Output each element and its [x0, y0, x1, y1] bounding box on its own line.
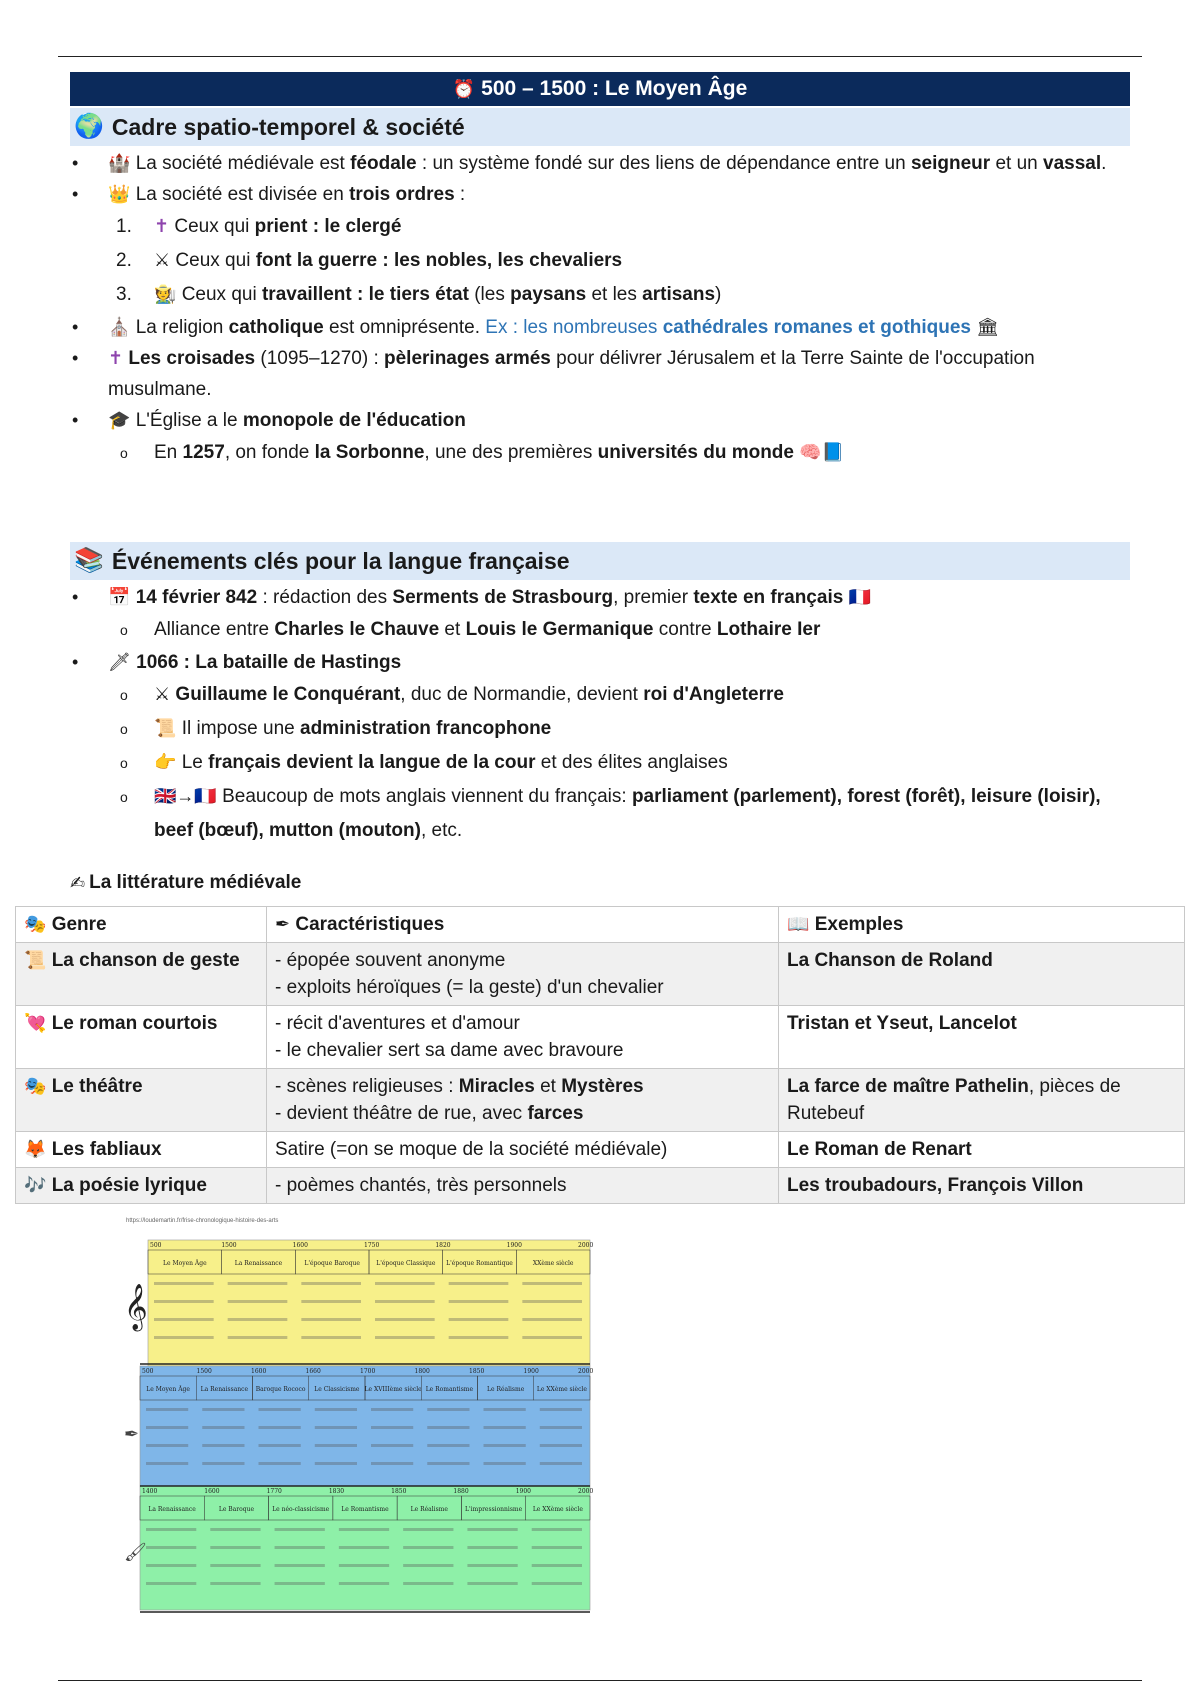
clock-icon: ⏰: [452, 79, 476, 99]
timeline-name-placeholder: [371, 1462, 413, 1465]
pointing-hand-icon: 👉: [154, 752, 177, 772]
timeline-year: 1500: [221, 1242, 237, 1249]
timeline-period-label: Le Romantisme: [425, 1386, 474, 1393]
timeline-name-placeholder: [403, 1546, 453, 1549]
timeline-name-placeholder: [403, 1582, 453, 1585]
timeline-period-label: Le Réalisme: [410, 1506, 448, 1513]
heart-icon: 💘: [24, 1013, 47, 1033]
timeline-name-placeholder: [146, 1408, 188, 1411]
table-row: 🎶 La poésie lyrique - poèmes chantés, très personnels Les troubadours, François Villon: [16, 1168, 1185, 1204]
timeline-name-placeholder: [532, 1546, 582, 1549]
timeline-name-placeholder: [315, 1426, 357, 1429]
timeline-year: 1850: [391, 1488, 407, 1495]
list-item: • 👑 La société est divisée en trois ordres : 1. ✝ Ceux qui prient : le clergé 2. ⚔ Ceux qui font la guerre : les nobles, les chevaliers 3. 🧑‍🌾 Ceux qui travaillent : le tiers état (les paysans et les artisans): [70, 179, 1130, 312]
timeline-name-placeholder: [301, 1318, 361, 1321]
timeline-name-placeholder: [467, 1546, 517, 1549]
crown-icon: 👑: [108, 184, 131, 204]
timeline-name-placeholder: [202, 1408, 244, 1411]
timeline-name-placeholder: [449, 1336, 509, 1339]
cadre-list: [70, 148, 1130, 470]
timeline-name-placeholder: [146, 1444, 188, 1447]
timeline-year: 1900: [506, 1242, 522, 1249]
timeline-name-placeholder: [522, 1282, 582, 1285]
timeline-period-label: Le XVIIIème siècle: [364, 1386, 422, 1393]
timeline-name-placeholder: [403, 1564, 453, 1567]
timeline-name-placeholder: [228, 1300, 288, 1303]
timeline-period-label: L'impressionnisme: [464, 1506, 523, 1513]
timeline-name-placeholder: [154, 1336, 214, 1339]
timeline-name-placeholder: [375, 1318, 435, 1321]
timeline-name-placeholder: [228, 1318, 288, 1321]
timeline-name-placeholder: [202, 1426, 244, 1429]
timeline-period-label: Le Moyen Âge: [163, 1260, 207, 1267]
timeline-period-label: L'époque Romantique: [446, 1260, 513, 1267]
timeline-name-placeholder: [522, 1336, 582, 1339]
timeline-period-label: Le néo-classicisme: [272, 1506, 330, 1513]
timeline-year: 1850: [469, 1368, 485, 1375]
open-book-icon: 📖: [787, 914, 810, 934]
timeline-period-label: Le Romantisme: [341, 1506, 389, 1513]
timeline-period-label: Le Moyen Âge: [146, 1386, 190, 1393]
timeline-name-placeholder: [210, 1528, 260, 1531]
timeline-year: 1830: [328, 1488, 345, 1495]
table-row: 💘 Le roman courtois - récit d'aventures et d'amour - le chevalier sert sa dame avec bravoure Tristan et Yseut, Lancelot: [16, 1006, 1185, 1069]
svg-text:✒: ✒: [124, 1424, 140, 1445]
timeline-year: 2000: [578, 1488, 594, 1495]
scroll-icon: 📜: [24, 950, 47, 970]
timeline-name-placeholder: [403, 1528, 453, 1531]
timeline-name-placeholder: [259, 1426, 301, 1429]
timeline-name-placeholder: [532, 1528, 582, 1531]
list-item: o Alliance entre Charles le Chauve et Louis le Germanique contre Lothaire Ier: [108, 613, 1130, 647]
timeline-year: 1900: [523, 1368, 539, 1375]
theater-masks-icon: 🎭: [24, 914, 47, 934]
list-item: • 🗡 1066 : La bataille de Hastings o ⚔ Guillaume le Conquérant, duc de Normandie, devient roi d'Angleterre o 📜 Il impose une administration francophone o 👉 Le français devient la langue de la cour et des élites anglaises o 🇬🇧→🇫🇷 Beaucoup de mots anglais viennent du français: parliament (parlement), forest (forêt), leisure (loisir), beef (bœuf), mutton (mouton), etc.: [70, 647, 1130, 848]
timeline-name-placeholder: [467, 1564, 517, 1567]
timeline-name-placeholder: [540, 1426, 582, 1429]
castle-icon: 🏰: [108, 153, 131, 173]
timeline-name-placeholder: [484, 1408, 526, 1411]
timeline-name-placeholder: [228, 1336, 288, 1339]
crossed-swords-icon: ⚔: [154, 684, 171, 704]
timeline-year: 1750: [364, 1242, 380, 1249]
farmer-icon: 🧑‍🌾: [154, 284, 177, 304]
list-item: 3. 🧑‍🌾 Ceux qui travaillent : le tiers état (les paysans et les artisans): [116, 284, 722, 305]
timeline-name-placeholder: [540, 1462, 582, 1465]
graduation-cap-icon: 🎓: [108, 410, 131, 430]
timeline-period-label: La Renaissance: [200, 1386, 249, 1393]
list-item: • ✝ Les croisades (1095–1270) : pèlerinages armés pour délivrer Jérusalem et la Terre Sainte de l'occupation musulmane.: [70, 343, 1130, 405]
timeline-period-label: Le XXème siècle: [536, 1386, 587, 1393]
timeline-name-placeholder: [146, 1564, 196, 1567]
timeline-year: 1600: [204, 1488, 220, 1495]
list-item: • 🎓 L'Église a le monopole de l'éducation o En 1257, on fonde la Sorbonne, une des premières universités du monde 🧠📘: [70, 405, 1130, 470]
timeline-year: 500: [142, 1368, 154, 1375]
timeline-name-placeholder: [484, 1426, 526, 1429]
timeline-name-placeholder: [467, 1582, 517, 1585]
timeline-period-label: Baroque Rococo: [255, 1386, 306, 1393]
timeline-name-placeholder: [540, 1408, 582, 1411]
timeline-period-label: La Renaissance: [148, 1506, 196, 1513]
timeline-name-placeholder: [259, 1408, 301, 1411]
column-header: ✒ Caractéristiques: [267, 907, 779, 943]
cathedral-icon: 🏛: [976, 317, 1000, 337]
timeline-name-placeholder: [484, 1462, 526, 1465]
timeline-year: 1500: [196, 1368, 212, 1375]
timeline-name-placeholder: [154, 1282, 214, 1285]
scroll-icon: 📜: [154, 718, 177, 738]
timeline-name-placeholder: [146, 1582, 196, 1585]
evenements-list: [70, 582, 1130, 848]
timeline-name-placeholder: [467, 1528, 517, 1531]
timeline-year: 500: [150, 1242, 162, 1249]
timeline-name-placeholder: [301, 1336, 361, 1339]
timeline-period-label: L'époque Classique: [376, 1260, 436, 1267]
timeline-name-placeholder: [427, 1408, 469, 1411]
timeline-name-placeholder: [532, 1582, 582, 1585]
timeline-name-placeholder: [146, 1426, 188, 1429]
timeline-year: 1900: [515, 1488, 531, 1495]
timeline-name-placeholder: [339, 1582, 389, 1585]
writing-hand-icon: ✍: [70, 873, 86, 893]
timeline-name-placeholder: [522, 1318, 582, 1321]
cross-icon: ✝: [108, 348, 124, 368]
timeline-name-placeholder: [375, 1300, 435, 1303]
timeline-period-label: Le Classicisme: [314, 1386, 360, 1393]
timeline-name-placeholder: [449, 1318, 509, 1321]
timeline-name-placeholder: [275, 1528, 325, 1531]
column-header: 🎭 Genre: [16, 907, 267, 943]
timeline-name-placeholder: [275, 1546, 325, 1549]
section-heading-cadre: 🌍 Cadre spatio-temporel & société: [70, 108, 1130, 146]
svg-text:🖌: 🖌: [124, 1542, 147, 1563]
list-item: • ⛪ La religion catholique est omniprésente. Ex : les nombreuses cathédrales romanes et gothiques 🏛: [70, 312, 1130, 343]
section-heading-evenements: 📚 Événements clés pour la langue française: [70, 542, 1130, 580]
timeline-name-placeholder: [449, 1300, 509, 1303]
bottom-rule: [58, 1680, 1142, 1681]
timeline-name-placeholder: [154, 1318, 214, 1321]
timeline-name-placeholder: [339, 1564, 389, 1567]
timeline-period-label: Le XXème siècle: [532, 1506, 583, 1513]
timeline-year: 1880: [453, 1488, 469, 1495]
timeline-name-placeholder: [228, 1282, 288, 1285]
table-row: 🎭 Le théâtre - scènes religieuses : Miracles et Mystères - devient théâtre de rue, avec farces La farce de maître Pathelin, pièces de Rutebeuf: [16, 1069, 1185, 1132]
timeline-name-placeholder: [532, 1564, 582, 1567]
list-item: • 📅 14 février 842 : rédaction des Serments de Strasbourg, premier texte en français 🇫🇷 o Alliance entre Charles le Chauve et Louis le Germanique contre Lothaire Ier: [70, 582, 1130, 647]
timeline-name-placeholder: [522, 1300, 582, 1303]
timeline-name-placeholder: [427, 1462, 469, 1465]
timeline-name-placeholder: [375, 1282, 435, 1285]
cross-icon: ✝: [154, 216, 170, 236]
timeline-year: 2000: [578, 1368, 594, 1375]
timeline-source-url: https://loudemartin.fr/frise-chronologique-histoire-des-arts: [126, 1218, 279, 1224]
column-header: 📖 Exemples: [779, 907, 1185, 943]
timeline-name-placeholder: [371, 1444, 413, 1447]
uk-to-france-flags-icon: 🇬🇧→🇫🇷: [154, 786, 217, 806]
timeline-year: 1820: [435, 1242, 451, 1249]
calendar-icon: 📅: [108, 587, 131, 607]
timeline-name-placeholder: [146, 1462, 188, 1465]
french-flag-icon: 🇫🇷: [848, 587, 871, 607]
timeline-name-placeholder: [371, 1408, 413, 1411]
timeline-name-placeholder: [210, 1564, 260, 1567]
timeline-name-placeholder: [315, 1408, 357, 1411]
church-icon: ⛪: [108, 317, 131, 337]
timeline-name-placeholder: [202, 1462, 244, 1465]
timeline-year: 1660: [305, 1368, 321, 1375]
literature-table: [15, 906, 1185, 1204]
sword-icon: 🗡: [108, 652, 131, 672]
timeline-name-placeholder: [202, 1444, 244, 1447]
timeline-name-placeholder: [301, 1282, 361, 1285]
timeline-name-placeholder: [339, 1546, 389, 1549]
table-row: 📜 La chanson de geste - épopée souvent anonyme - exploits héroïques (= la geste) d'un chevalier La Chanson de Roland: [16, 943, 1185, 1006]
fox-icon: 🦊: [24, 1139, 47, 1159]
ordres-list: [108, 210, 1130, 312]
timeline-name-placeholder: [210, 1582, 260, 1585]
timeline-name-placeholder: [259, 1462, 301, 1465]
timeline-year: 2000: [578, 1242, 594, 1249]
list-item: o En 1257, on fonde la Sorbonne, une des premières universités du monde 🧠📘: [108, 436, 1130, 470]
timeline-year: 1400: [142, 1488, 158, 1495]
list-item: o ⚔ Guillaume le Conquérant, duc de Normandie, devient roi d'Angleterre: [108, 678, 1130, 712]
timeline-name-placeholder: [146, 1546, 196, 1549]
timeline-name-placeholder: [154, 1300, 214, 1303]
education-sublist: [108, 436, 1130, 470]
timeline-name-placeholder: [375, 1336, 435, 1339]
timeline-name-placeholder: [146, 1528, 196, 1531]
timeline-name-placeholder: [315, 1462, 357, 1465]
globe-icon: 🌍: [74, 113, 104, 140]
timeline-period-label: Le Réalisme: [487, 1386, 525, 1393]
timeline-period-label: Le Baroque: [218, 1506, 255, 1513]
timeline-year: 1600: [251, 1368, 267, 1375]
timeline-name-placeholder: [540, 1444, 582, 1447]
timeline-name-placeholder: [210, 1546, 260, 1549]
timeline-name-placeholder: [371, 1426, 413, 1429]
timeline-year: 1700: [360, 1368, 376, 1375]
timeline-period-label: La Renaissance: [234, 1260, 283, 1267]
hastings-sublist: [108, 678, 1130, 848]
theater-masks-icon: 🎭: [24, 1076, 47, 1096]
music-notes-icon: 🎶: [24, 1175, 47, 1195]
serments-sublist: [108, 613, 1130, 647]
arts-timeline-image: [124, 1240, 630, 1620]
list-item: o 🇬🇧→🇫🇷 Beaucoup de mots anglais viennent du français: parliament (parlement), forest (forêt), leisure (loisir), beef (bœuf), mutton (mouton), etc.: [108, 780, 1130, 848]
timeline-name-placeholder: [301, 1300, 361, 1303]
page-title-bar: [70, 72, 1130, 106]
table-header-row: [16, 907, 1185, 943]
books-icon: 📚: [74, 547, 104, 574]
timeline-name-placeholder: [449, 1282, 509, 1285]
timeline-period-label: L'époque Baroque: [304, 1260, 360, 1267]
table-row: 🦊 Les fabliaux Satire (=on se moque de la société médiévale) Le Roman de Renart: [16, 1132, 1185, 1168]
list-item: o 👉 Le français devient la langue de la cour et des élites anglaises: [108, 746, 1130, 780]
timeline-name-placeholder: [427, 1444, 469, 1447]
timeline-name-placeholder: [259, 1444, 301, 1447]
timeline-name-placeholder: [427, 1426, 469, 1429]
crossed-swords-icon: ⚔: [154, 250, 171, 270]
list-item: 1. ✝ Ceux qui prient : le clergé: [116, 216, 402, 237]
list-item: o 📜 Il impose une administration francophone: [108, 712, 1130, 746]
timeline-year: 1800: [414, 1368, 430, 1375]
list-item: • 🏰 La société médiévale est féodale : un système fondé sur des liens de dépendance entre un seigneur et un vassal.: [70, 148, 1130, 179]
timeline-name-placeholder: [484, 1444, 526, 1447]
brain-book-icon: 🧠📘: [799, 442, 845, 462]
timeline-name-placeholder: [275, 1582, 325, 1585]
timeline-name-placeholder: [315, 1444, 357, 1447]
timeline-year: 1770: [266, 1488, 282, 1495]
literature-title: ✍ La littérature médiévale: [70, 872, 302, 893]
timeline-year: 1600: [292, 1242, 308, 1249]
page-title: 500 – 1500 : Le Moyen Âge: [481, 77, 748, 100]
quill-icon: ✒: [275, 914, 291, 934]
svg-text:𝄞: 𝄞: [124, 1284, 148, 1330]
list-item: 2. ⚔ Ceux qui font la guerre : les nobles, les chevaliers: [116, 250, 623, 271]
timeline-name-placeholder: [339, 1528, 389, 1531]
timeline-period-label: XXème siècle: [532, 1260, 574, 1267]
top-rule: [58, 56, 1142, 57]
timeline-name-placeholder: [275, 1564, 325, 1567]
